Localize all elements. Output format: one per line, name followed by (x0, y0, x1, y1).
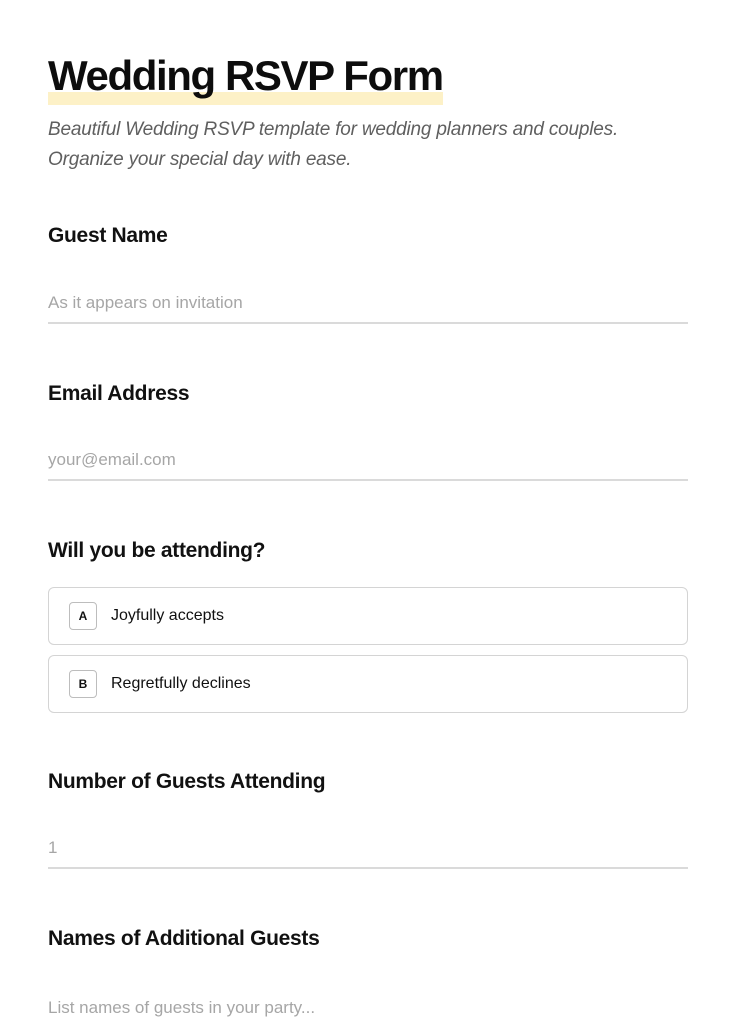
guest-name-label: Guest Name (48, 224, 168, 247)
choice-key-b: B (69, 670, 97, 698)
guest-count-label: Number of Guests Attending (48, 770, 326, 793)
email-label: Email Address (48, 382, 190, 405)
attending-label: Will you be attending? (48, 539, 266, 562)
additional-guests-label: Names of Additional Guests (48, 927, 320, 950)
page-subtitle: Beautiful Wedding RSVP template for wedding planners and couples. Organize your special day with ease. (48, 119, 619, 170)
choice-declines[interactable] (48, 655, 688, 713)
additional-guests-input[interactable] (48, 988, 688, 1028)
choice-declines-label: Regretfully declines (111, 675, 251, 692)
choice-key-a: A (69, 602, 97, 630)
guest-name-input[interactable] (48, 284, 688, 324)
email-input[interactable] (48, 441, 688, 481)
choice-accepts-label: Joyfully accepts (111, 607, 224, 624)
title-block (48, 50, 443, 102)
page-title: Wedding RSVP Form (48, 52, 443, 99)
guest-count-input[interactable] (48, 829, 688, 869)
choice-accepts[interactable] (48, 587, 688, 645)
